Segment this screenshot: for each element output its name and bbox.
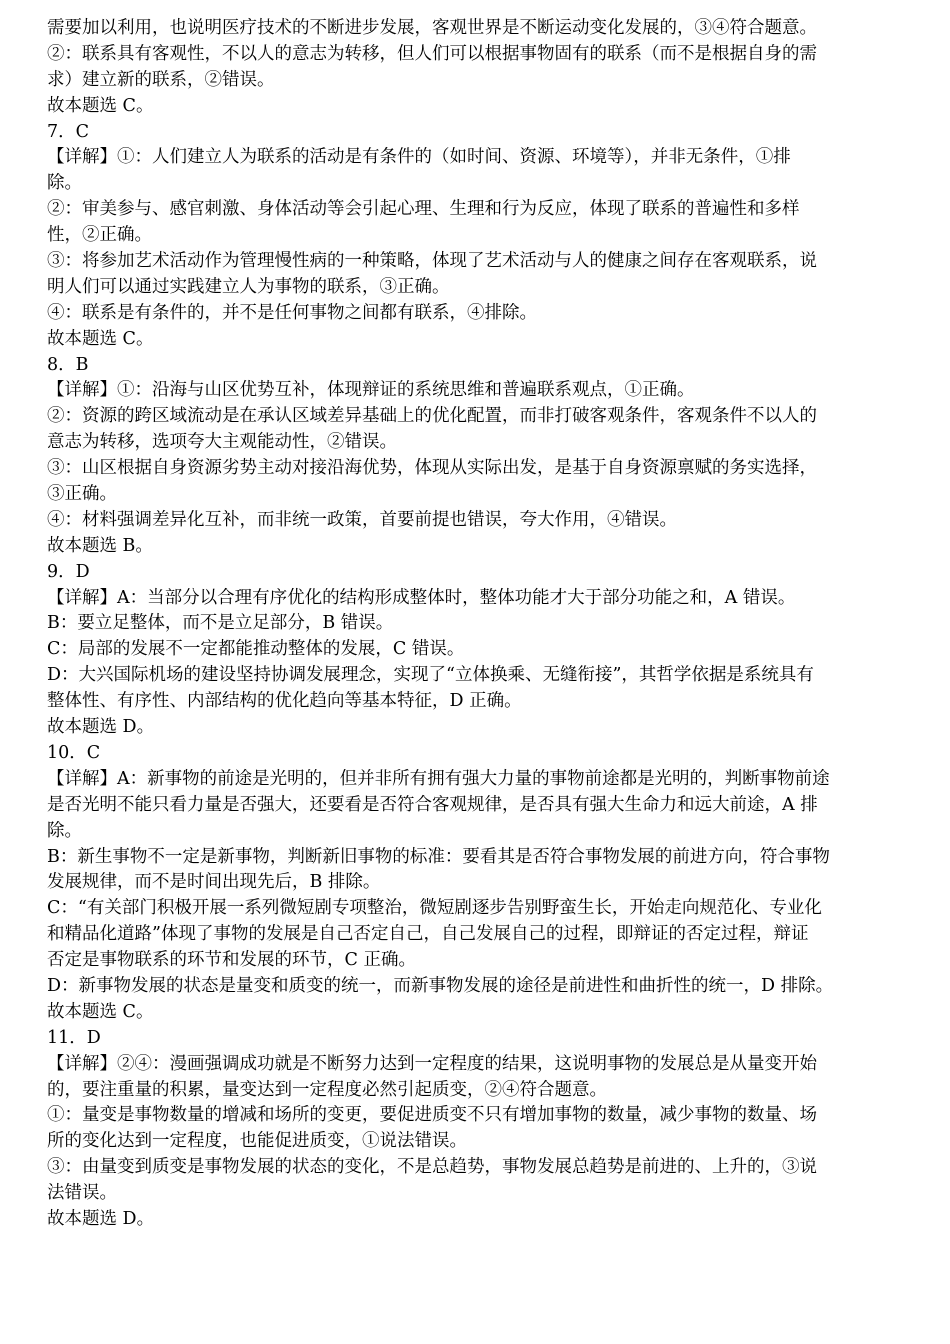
answer-number-11: 11．D — [47, 1027, 101, 1048]
text-line: 需要加以利用，也说明医疗技术的不断进步发展，客观世界是不断运动变化发展的，③④符合题意。 — [47, 18, 817, 38]
text-line: ②：审美参与、感官刺激、身体活动等会引起心理、生理和行为反应，体现了联系的普遍性和多样 — [47, 199, 800, 220]
text-line: ③：山区根据自身资源劣势主动对接沿海优势，体现从实际出发，是基于自身资源禀赋的务实选择， — [47, 458, 817, 479]
text-line: 故本题选 D。 — [47, 717, 155, 738]
text-line: 【详解】A：当部分以合理有序优化的结构形成整体时，整体功能才大于部分功能之和，A 错误。 — [47, 587, 796, 608]
text-line: 故本题选 C。 — [47, 1001, 154, 1022]
text-line: 所的变化达到一定程度，也能促进质变，①说法错误。 — [47, 1131, 467, 1152]
text-line: 法错误。 — [47, 1183, 117, 1204]
text-line: 【详解】①：人们建立人为联系的活动是有条件的（如时间、资源、环境等），并非无条件，①排 — [47, 147, 791, 168]
text-line: ①：量变是事物数量的增减和场所的变更，要促进质变不只有增加事物的数量，减少事物的数量、场 — [47, 1105, 817, 1126]
answer-number-8: 8．B — [47, 354, 89, 375]
text-line: 故本题选 C。 — [47, 95, 154, 116]
text-line: C：“有关部门积极开展一系列微短剧专项整治，微短剧逐步告别野蛮生长，开始走向规范化、专业化 — [47, 898, 822, 919]
text-line: 故本题选 D。 — [47, 1208, 155, 1229]
text-line: ③：将参加艺术活动作为管理慢性病的一种策略，体现了艺术活动与人的健康之间存在客观联系，说 — [47, 251, 817, 272]
text-line: 是否光明不能只看力量是否强大，还要看是否符合客观规律，是否具有强大生命力和远大前途，A 排 — [47, 794, 818, 815]
text-line: 性，②正确。 — [47, 225, 152, 246]
text-line: 发展规律，而不是时间出现先后，B 排除。 — [47, 872, 381, 893]
text-line: 整体性、有序性、内部结构的优化趋向等基本特征，D 正确。 — [47, 691, 522, 712]
text-line: B：要立足整体，而不是立足部分，B 错误。 — [47, 613, 394, 634]
text-line: 【详解】①：沿海与山区优势互补，体现辩证的系统思维和普遍联系观点，①正确。 — [47, 380, 695, 401]
text-line: 故本题选 B。 — [47, 535, 153, 556]
answer-document — [47, 16, 907, 1233]
text-line: B：新生事物不一定是新事物，判断新旧事物的标准：要看其是否符合事物发展的前进方向，符合事物 — [47, 846, 830, 867]
text-line: D：大兴国际机场的建设坚持协调发展理念，实现了“立体换乘、无缝衔接”，其哲学依据是系统具有 — [47, 665, 814, 686]
text-line: 除。 — [47, 173, 82, 194]
text-line: 意志为转移，选项夸大主观能动性，②错误。 — [47, 432, 397, 453]
text-line: ④：材料强调差异化互补，而非统一政策，首要前提也错误，夸大作用，④错误。 — [47, 509, 677, 530]
text-line: ④：联系是有条件的，并不是任何事物之间都有联系，④排除。 — [47, 302, 537, 323]
text-line: 否定是事物联系的环节和发展的环节，C 正确。 — [47, 950, 416, 971]
text-line: 的，要注重量的积累，量变达到一定程度必然引起质变，②④符合题意。 — [47, 1079, 607, 1100]
text-line: 【详解】A：新事物的前途是光明的，但并非所有拥有强大力量的事物前途都是光明的，判断事物前途 — [47, 768, 830, 789]
text-line: ②：联系具有客观性，不以人的意志为转移，但人们可以根据事物固有的联系（而不是根据自身的需 — [47, 43, 817, 64]
text-line: 明人们可以通过实践建立人为事物的联系，③正确。 — [47, 276, 450, 297]
text-line: 求）建立新的联系，②错误。 — [47, 69, 275, 90]
text-line: 【详解】②④：漫画强调成功就是不断努力达到一定程度的结果，这说明事物的发展总是从量变开始 — [47, 1053, 817, 1074]
text-line: 故本题选 C。 — [47, 328, 154, 349]
text-line: D：新事物发展的状态是量变和质变的统一，而新事物发展的途径是前进性和曲折性的统一，D 排除。 — [47, 975, 834, 996]
answer-number-9: 9．D — [47, 561, 90, 582]
text-line: ③正确。 — [47, 484, 117, 505]
answer-number-10: 10．C — [47, 742, 101, 763]
text-line: 除。 — [47, 820, 82, 841]
answer-number-7: 7．C — [47, 121, 90, 142]
text-line: ③：由量变到质变是事物发展的状态的变化，不是总趋势，事物发展总趋势是前进的、上升的，③说 — [47, 1157, 817, 1178]
text-line: ②：资源的跨区域流动是在承认区域差异基础上的优化配置，而非打破客观条件，客观条件不以人的 — [47, 406, 817, 427]
text-line: C：局部的发展不一定都能推动整体的发展，C 错误。 — [47, 639, 465, 660]
text-line: 和精品化道路”体现了事物的发展是自己否定自己，自己发展自己的过程，即辩证的否定过程，辩证 — [47, 924, 809, 945]
